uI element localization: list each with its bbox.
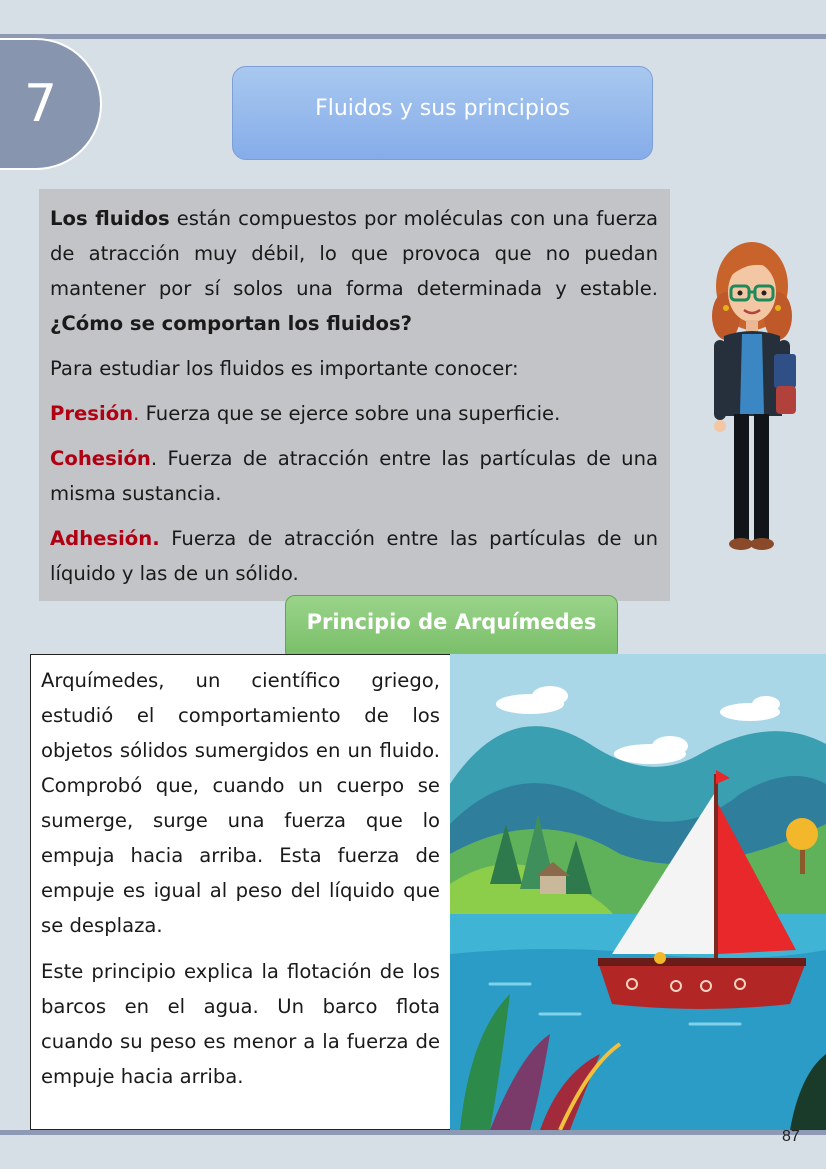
archimedes-paragraph: Arquímedes, un científico griego, estudió el comportamiento de los objetos sólidos sumergidos en un fluido. Comprobó que, cuando un cuerpo se sumerge, surge una fuerza que lo empuja hacia arriba. Esta fuerza de empuje es igual al peso del líquido que se desplaza. xyxy=(41,669,440,937)
page-number: 87 xyxy=(782,1128,800,1145)
definition-separator: . xyxy=(150,447,158,470)
page-title: Fluidos y sus principios xyxy=(232,66,653,160)
definition-separator: . xyxy=(133,402,140,425)
definition-text: Fuerza que se ejerce sobre una superficie. xyxy=(139,402,561,425)
bottom-rule xyxy=(0,1130,826,1135)
archimedes-paragraph: Este principio explica la flotación de los barcos en el agua. Un barco flota cuando su peso es menor a la fuerza de empuje hacia arriba. xyxy=(41,960,440,1088)
chapter-number-tab xyxy=(0,38,102,170)
teacher-illustration xyxy=(704,236,800,556)
definition-term: Presión xyxy=(50,402,134,425)
definition-adhesion xyxy=(50,521,658,591)
archimedes-text-box xyxy=(30,654,451,1130)
intro-panel xyxy=(39,189,670,601)
intro-paragraph xyxy=(50,201,658,341)
chapter-number: 7 xyxy=(24,74,58,134)
intro-lead-text: están compuestos por moléculas con una fuerza de atracción muy débil, lo que provoca que no puedan mantener por sí solos una forma determinada y estable. xyxy=(50,207,658,300)
top-rule xyxy=(0,34,826,39)
intro-question: ¿Cómo se comportan los fluidos? xyxy=(50,312,413,335)
sailboat-lake-illustration xyxy=(450,654,826,1130)
definition-presion xyxy=(50,396,658,431)
definition-text: Fuerza de atracción entre las partículas de una misma sustancia. xyxy=(50,447,658,505)
definition-text: Fuerza de atracción entre las partículas de un líquido y las de un sólido. xyxy=(50,527,658,585)
intro-lead-bold: Los fluidos xyxy=(50,207,170,230)
study-line: Para estudiar los fluidos es importante conocer: xyxy=(50,357,519,380)
section-title: Principio de Arquímedes xyxy=(285,595,618,661)
definition-term: Cohesión xyxy=(50,447,151,470)
definition-cohesion xyxy=(50,441,658,511)
definition-term: Adhesión. xyxy=(50,527,160,550)
